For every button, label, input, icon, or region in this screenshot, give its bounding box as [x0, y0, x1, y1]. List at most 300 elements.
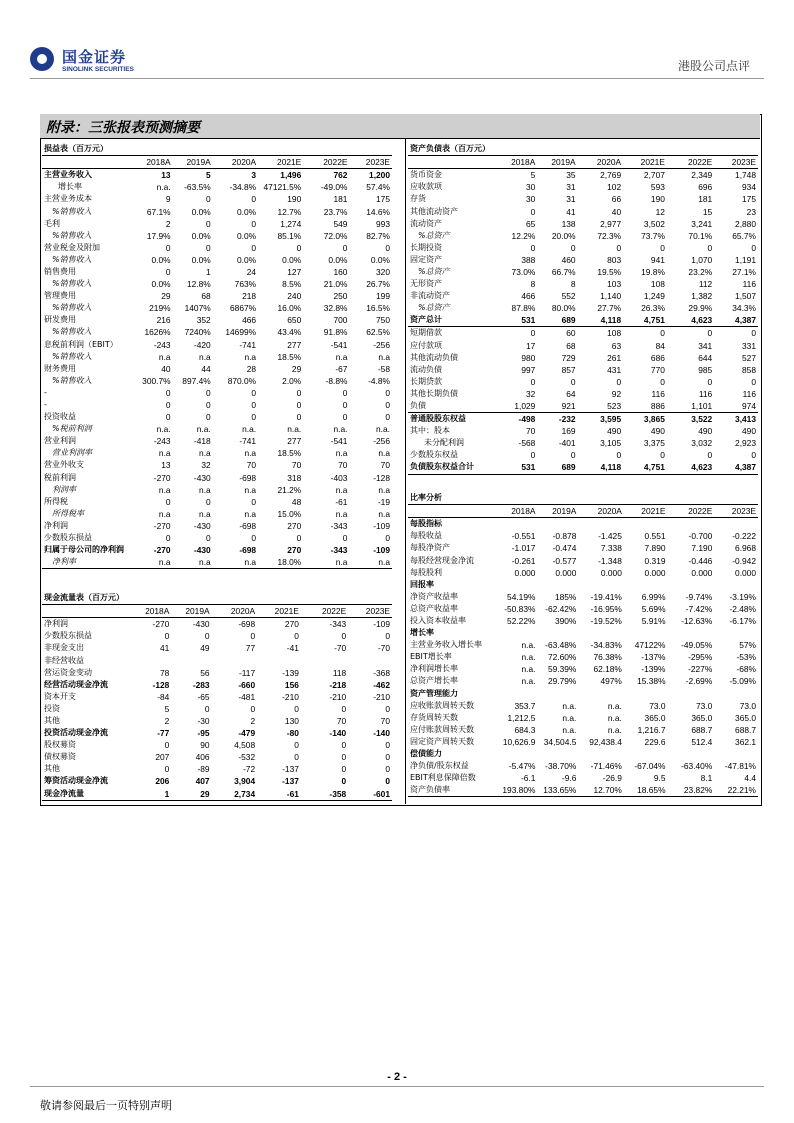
row-value: 2,769 — [600, 170, 622, 181]
row-value: 35 — [566, 170, 576, 181]
row-value: 352 — [196, 315, 211, 326]
row-label: 其他 — [44, 764, 60, 774]
row-value: 0 — [164, 631, 170, 642]
row-value: 65.7% — [732, 230, 756, 241]
row-value: 0 — [342, 412, 348, 423]
row-value: 57.4% — [366, 182, 390, 193]
row-value: 2 — [165, 218, 171, 229]
year-header: 2020A — [578, 505, 624, 518]
row-value: 523 — [578, 400, 624, 413]
row-value: -26.9 — [602, 773, 622, 784]
row-value: 175 — [742, 194, 756, 205]
row-value: -479 — [238, 728, 256, 739]
row-value: 0 — [751, 376, 756, 387]
row-value: -140 — [373, 728, 390, 739]
row-label: 筹资活动现金净流 — [44, 776, 108, 786]
row-value: 57% — [739, 640, 756, 651]
row-value: 0 — [251, 412, 257, 423]
row-value: 0.000 — [691, 567, 713, 578]
row-value: 116 — [742, 279, 756, 290]
row-value: -9.74% — [685, 591, 713, 602]
row-value: 56 — [200, 667, 210, 678]
row-value: 17.9% — [146, 230, 171, 241]
row-value: 1,200 — [369, 170, 390, 181]
row-value: -1.425 — [598, 531, 622, 542]
row-value: -109 — [373, 619, 390, 630]
row-value: 206 — [155, 776, 170, 787]
row-value: 0.0% — [191, 206, 211, 217]
year-header-row — [42, 156, 392, 169]
row-value: -47.81% — [724, 761, 756, 772]
row-value: 23.82% — [668, 784, 715, 797]
row-value: -50.83% — [504, 603, 536, 614]
row-label: 每股经营现金净流 — [410, 555, 474, 565]
row-value: 130 — [284, 715, 299, 726]
row-value: 0.0% — [282, 254, 302, 265]
row-value: 0 — [206, 387, 211, 398]
row-value: 44 — [201, 363, 211, 374]
row-value: 0.0% — [191, 254, 211, 265]
row-value: 32 — [201, 460, 211, 471]
row-value: 0 — [660, 376, 665, 387]
row-label: 投资 — [44, 703, 60, 713]
table-row — [408, 784, 758, 797]
row-value — [624, 748, 668, 760]
row-value: 490 — [650, 426, 665, 437]
table-title-row — [42, 143, 392, 156]
table-row — [408, 760, 758, 772]
row-value: 9.5 — [653, 773, 666, 784]
row-value: -532 — [238, 752, 256, 763]
row-label: 少数股东损益 — [44, 533, 92, 543]
row-value: 0.0% — [237, 206, 257, 217]
row-value: -403 — [330, 472, 348, 483]
table-row — [408, 278, 758, 290]
row-value: 78 — [159, 667, 170, 678]
row-value: 2,734 — [212, 788, 258, 801]
table-title: 现金流量表（百万元） — [42, 592, 392, 605]
table-row — [42, 363, 392, 375]
row-label: 流动负债 — [410, 364, 442, 374]
row-value: -462 — [373, 679, 390, 690]
row-value: -6.17% — [729, 615, 756, 626]
row-value: 24 — [246, 266, 257, 277]
row-value: 219% — [149, 303, 171, 314]
table-row — [408, 615, 758, 627]
row-value: 320 — [376, 266, 390, 277]
row-value — [624, 579, 668, 591]
logo-en: SINOLINK SECURITIES — [62, 66, 134, 73]
table-row — [408, 388, 758, 400]
row-value: 0 — [570, 376, 576, 387]
row-value: -61 — [335, 496, 348, 507]
row-value: 26.3% — [641, 303, 665, 314]
row-value: 593 — [650, 182, 665, 193]
row-value: 5.69% — [641, 603, 666, 614]
row-value: -420 — [193, 339, 211, 350]
row-value: n.a — [378, 448, 390, 459]
row-value: 0 — [707, 328, 713, 339]
row-value: -295% — [688, 652, 713, 663]
row-label: 经营活动现金净流 — [44, 679, 108, 689]
table-row — [42, 618, 392, 631]
row-value: 277 — [287, 339, 302, 350]
row-value: 4,751 — [623, 314, 667, 327]
row-label: 资产管理能力 — [410, 688, 458, 698]
row-value: 92,438.4 — [589, 736, 622, 747]
row-value: 0 — [251, 533, 257, 544]
row-value: -89 — [197, 764, 210, 775]
row-value: 80.0% — [551, 303, 576, 314]
row-value: 70 — [380, 715, 390, 726]
row-value: 19.8% — [641, 266, 665, 277]
row-value: 0 — [206, 496, 211, 507]
table-title: 损益表（百万元） — [42, 143, 392, 156]
row-value: 2,923 — [735, 438, 756, 449]
row-value: 1,212.5 — [507, 712, 536, 723]
row-value: 365.0 — [691, 712, 713, 723]
row-label: 主营业务成本 — [44, 194, 92, 204]
row-value: -30 — [197, 715, 210, 726]
table-row — [408, 314, 758, 327]
row-value: 3,595 — [600, 414, 622, 425]
row-value: 0 — [530, 242, 536, 253]
row-value: 85.1% — [277, 230, 302, 241]
row-label: 非流动资产 — [410, 291, 450, 301]
row-value — [537, 518, 578, 531]
row-value: 82.7% — [366, 230, 390, 241]
row-value: 1,191 — [735, 254, 756, 265]
table-row — [42, 472, 392, 484]
row-value: -498 — [518, 414, 536, 425]
table-row — [42, 654, 392, 666]
row-value: 12.2% — [511, 230, 536, 241]
balance-sheet-table — [408, 143, 758, 475]
row-value — [497, 688, 538, 700]
row-value: 4,751 — [623, 461, 667, 474]
year-header: 2020A — [212, 605, 258, 618]
row-value: -95 — [197, 728, 210, 739]
row-value: 1,274 — [280, 218, 302, 229]
row-value — [578, 518, 624, 531]
row-value — [131, 654, 171, 666]
row-value: 23 — [746, 206, 756, 217]
row-label: 每股股利 — [410, 567, 442, 577]
row-value: 91.8% — [323, 327, 348, 338]
row-value: 993 — [376, 218, 390, 229]
row-value: 1,070 — [691, 254, 713, 265]
row-label: 营业利润 — [44, 436, 76, 446]
row-value: 0 — [707, 376, 713, 387]
row-value: -12.63% — [681, 615, 713, 626]
row-value: 60 — [566, 328, 576, 339]
row-value: 3,032 — [691, 438, 713, 449]
row-value — [624, 518, 668, 531]
row-value: 0 — [385, 703, 390, 714]
year-header: 2018A — [132, 156, 172, 169]
row-value: 0 — [342, 533, 348, 544]
row-value — [537, 627, 578, 639]
row-value: -71.46% — [590, 761, 622, 772]
row-value: 858 — [742, 364, 756, 375]
row-value: 133.65% — [537, 784, 578, 797]
row-value: 490 — [607, 426, 622, 437]
row-value: 466 — [242, 315, 257, 326]
row-value: -0.474 — [552, 543, 577, 554]
row-value: 8.5% — [282, 279, 302, 290]
row-label: 主营业务收入增长率 — [410, 640, 482, 650]
row-value: 466 — [521, 291, 536, 302]
row-value: 0 — [164, 764, 170, 775]
row-label: 息税前利润（EBIT） — [44, 339, 118, 349]
row-value: 0.0% — [191, 230, 211, 241]
row-label: 资产负债率 — [408, 784, 497, 797]
row-value: 190 — [287, 194, 302, 205]
row-value: -698 — [239, 472, 257, 483]
row-label: %总资产 — [418, 230, 450, 240]
row-value: 8.1 — [700, 773, 713, 784]
year-header-row — [42, 605, 392, 618]
row-value: n.a — [158, 448, 171, 459]
row-label: 债权募资 — [44, 752, 76, 762]
row-value: 160 — [333, 266, 348, 277]
row-value: 2,707 — [643, 170, 665, 181]
row-value: 0.000 — [644, 567, 666, 578]
row-value: 30 — [525, 182, 536, 193]
row-value: -0.446 — [688, 555, 713, 566]
table-row — [42, 763, 392, 775]
row-label: 偿债能力 — [410, 749, 442, 759]
row-value: 1,748 — [735, 170, 756, 181]
row-value: 0 — [294, 752, 299, 763]
row-value: 0.000 — [555, 567, 577, 578]
row-value: -270 — [153, 472, 171, 483]
row-value: 0 — [385, 400, 390, 411]
row-label: 每股净资产 — [410, 543, 450, 553]
row-value: -3.19% — [729, 591, 756, 602]
row-value: 762 — [333, 170, 348, 181]
table-row — [408, 736, 758, 748]
row-value: 0 — [296, 533, 302, 544]
row-value: 763% — [234, 279, 257, 290]
row-value: -137 — [282, 776, 299, 787]
row-label: 应付款项 — [410, 340, 442, 350]
row-value: n.a — [199, 508, 211, 519]
row-value: -63.5% — [184, 182, 211, 193]
row-value: 362.1 — [735, 736, 756, 747]
row-label: 资产总计 — [408, 314, 497, 327]
row-value: 341 — [698, 340, 713, 351]
row-value: 47121.5% — [263, 182, 302, 193]
row-label: %税前利润 — [52, 424, 92, 434]
row-value: 21.2% — [277, 484, 302, 495]
row-label: 归属于母公司的净利润 — [44, 545, 124, 555]
row-value: 0.000 — [600, 567, 622, 578]
table-row — [408, 663, 758, 675]
row-value: 390% — [554, 615, 577, 626]
row-value: 300.7% — [142, 375, 171, 386]
row-label: 总资产增长率 — [410, 676, 458, 686]
row-label: 长期投资 — [410, 242, 442, 252]
row-value: 18.5% — [277, 448, 302, 459]
row-value: -139% — [641, 664, 666, 675]
row-value: 886 — [623, 400, 667, 413]
row-value: 0 — [341, 740, 347, 751]
row-value: 696 — [698, 182, 713, 193]
table-row — [408, 627, 758, 639]
row-label: 存货周转天数 — [410, 712, 458, 722]
table-row — [42, 242, 392, 254]
row-value: 974 — [714, 400, 758, 413]
table-row — [42, 387, 392, 399]
row-value: -128 — [373, 472, 390, 483]
row-label: - — [44, 387, 47, 397]
row-value: 1,382 — [691, 291, 713, 302]
year-header: 2021E — [258, 156, 303, 169]
row-value — [668, 518, 715, 531]
row-value: 0 — [385, 412, 390, 423]
row-value: 16.0% — [277, 303, 302, 314]
row-label: 净负债/股东权益 — [410, 761, 469, 771]
row-value: 199 — [376, 291, 390, 302]
table-row — [408, 724, 758, 736]
row-value: 229.6 — [644, 736, 666, 747]
table-row — [42, 423, 392, 435]
row-label: %销售收入 — [52, 279, 92, 289]
row-value: 688.7 — [691, 724, 713, 735]
row-value: 0 — [570, 450, 576, 461]
row-value — [578, 748, 624, 760]
row-label: 其他流动负债 — [410, 352, 458, 362]
row-value: 90 — [200, 740, 210, 751]
row-value: -270 — [152, 619, 170, 630]
row-value: n.a — [335, 448, 348, 459]
row-value: n.a. — [242, 424, 257, 435]
row-value: 65 — [525, 218, 536, 229]
row-value: 169 — [561, 426, 576, 437]
row-value: 331 — [742, 340, 756, 351]
row-label: 负债 — [408, 400, 497, 413]
row-value: 688.7 — [735, 724, 756, 735]
logo-cn: 国金证券 — [62, 49, 127, 66]
row-value: 0 — [294, 740, 299, 751]
row-value: 0 — [570, 242, 576, 253]
row-value: 270 — [287, 520, 302, 531]
row-value: -1.348 — [598, 555, 622, 566]
row-value: 0.000 — [735, 567, 756, 578]
table-row — [408, 340, 758, 352]
row-value: 0 — [165, 400, 171, 411]
row-value: 68 — [201, 291, 211, 302]
row-value: 4,387 — [714, 461, 758, 474]
disclaimer: 敬请参阅最后一页特别声明 — [40, 1099, 172, 1112]
row-label: 净利润 — [44, 520, 68, 530]
table-row — [408, 449, 758, 461]
year-header: 2022E — [301, 605, 348, 618]
row-value: 0 — [165, 266, 171, 277]
row-value: 87.8% — [511, 303, 536, 314]
row-value: n.a. — [156, 182, 171, 193]
row-value: 0 — [251, 496, 257, 507]
table-row — [408, 218, 758, 230]
row-value: -137% — [641, 652, 666, 663]
table-row — [408, 352, 758, 364]
table-row — [42, 435, 392, 447]
row-label: 存货 — [410, 194, 426, 204]
row-label: 长期贷款 — [410, 376, 442, 386]
footer-divider — [30, 1086, 764, 1087]
row-value: 18.0% — [258, 556, 303, 569]
row-value: 0 — [251, 218, 257, 229]
row-value: -343 — [330, 545, 348, 556]
row-value: 0.0% — [237, 254, 257, 265]
row-value: -256 — [373, 436, 390, 447]
row-value: 30 — [525, 194, 536, 205]
row-label: 净利率 — [42, 556, 132, 569]
row-value: 34.3% — [732, 303, 756, 314]
row-value: 15 — [702, 206, 713, 217]
row-label: 投资活动现金净流 — [44, 728, 108, 738]
row-label: 少数股东权益 — [410, 450, 458, 460]
row-value: 13 — [161, 460, 171, 471]
row-value: 934 — [742, 182, 756, 193]
row-value: -53% — [736, 652, 756, 663]
row-value: n.a. — [521, 640, 536, 651]
table-row — [408, 651, 758, 663]
row-value: -68% — [736, 664, 756, 675]
row-value: 29 — [171, 788, 211, 801]
table-row — [42, 508, 392, 520]
year-header-blank — [42, 605, 131, 618]
row-value: 0 — [165, 242, 171, 253]
row-value: 0 — [342, 242, 348, 253]
row-value: 4,508 — [234, 740, 256, 751]
row-value: 72.0% — [323, 230, 348, 241]
row-value: 70.1% — [688, 230, 713, 241]
row-value: 1,140 — [600, 291, 622, 302]
row-label: 总资产收益率 — [410, 603, 458, 613]
row-value: 0 — [296, 400, 302, 411]
row-value: 3,105 — [600, 438, 622, 449]
year-header: 2019A — [171, 605, 211, 618]
row-value — [537, 579, 578, 591]
row-value: 73.0% — [511, 266, 536, 277]
row-value: -430 — [193, 520, 211, 531]
section-title: 附录：三张报表预测摘要 — [46, 120, 200, 136]
row-value: 108 — [650, 279, 665, 290]
row-value: 365.0 — [644, 712, 666, 723]
row-label: 财务费用 — [44, 363, 76, 373]
row-value: 4,623 — [667, 461, 714, 474]
row-value: -698 — [239, 520, 257, 531]
row-value: n.a. — [562, 700, 577, 711]
row-value: -2.69% — [685, 676, 713, 687]
table-row — [408, 376, 758, 388]
year-header: 2018A — [497, 505, 538, 518]
row-value — [537, 748, 578, 760]
row-value: 0.319 — [644, 555, 666, 566]
row-value: 0 — [660, 328, 665, 339]
row-value: 270 — [284, 619, 299, 630]
row-value: -401 — [558, 438, 576, 449]
table-row — [42, 496, 392, 508]
row-value — [624, 688, 668, 700]
row-label: 每股收益 — [410, 531, 442, 541]
row-value: 175 — [376, 194, 390, 205]
row-value: -5.47% — [508, 761, 536, 772]
row-value: 0 — [342, 387, 348, 398]
row-label: 投入资本收益率 — [410, 615, 466, 625]
